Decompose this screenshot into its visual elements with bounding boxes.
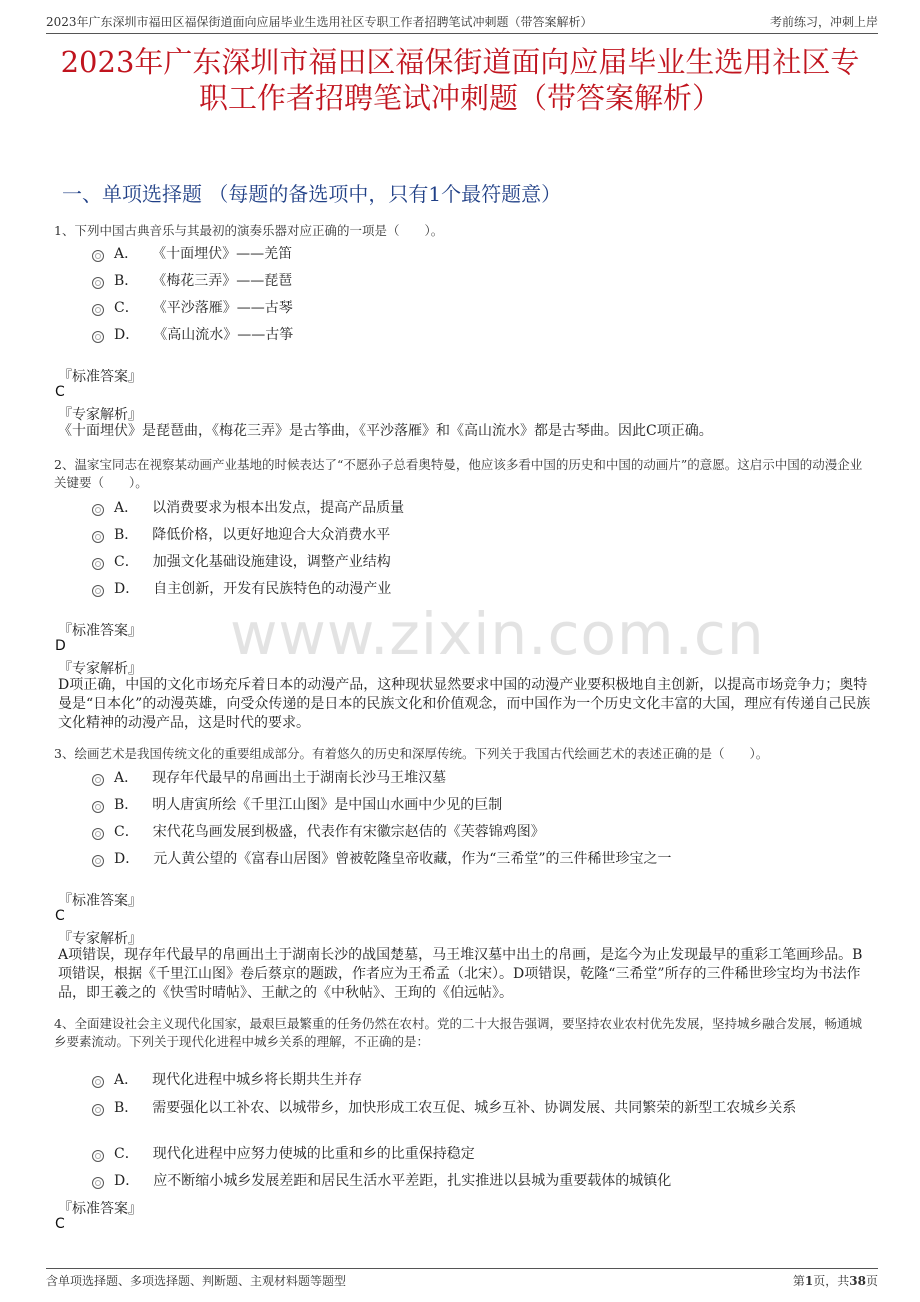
- question-stem: 2、温家宝同志在视察某动画产业基地的时候表达了“不愿孙子总看奥特曼，他应该多看中国的历史和中国的动画片”的意愿。这启示中国的动漫企业关键要（ ）。: [54, 457, 863, 490]
- title-line-1: 2023年广东深圳市福田区福保街道面向应届毕业生选用社区专: [60, 45, 860, 79]
- answer-label: 『标准答案』: [58, 1201, 142, 1217]
- radio-button[interactable]: [92, 1104, 104, 1116]
- answer-value: D: [55, 638, 66, 654]
- radio-button[interactable]: [92, 277, 104, 289]
- radio-button[interactable]: [92, 801, 104, 813]
- option-c[interactable]: C． 宋代花鸟画发展到极盛，代表作有宋徽宗赵佶的《芙蓉锦鸡图》: [92, 821, 545, 841]
- footer-note: 含单项选择题、多项选择题、判断题、主观材料题等题型: [46, 1274, 347, 1288]
- title-line-2: 职工作者招聘笔试冲刺题（带答案解析）: [198, 81, 721, 115]
- answer-label: 『标准答案』: [58, 623, 142, 639]
- current-page: 1: [804, 1274, 814, 1288]
- radio-button[interactable]: [92, 1076, 104, 1088]
- radio-button[interactable]: [92, 504, 104, 516]
- option-d[interactable]: D． 《高山流水》——古筝: [92, 324, 293, 344]
- radio-button[interactable]: [92, 1150, 104, 1162]
- radio-button[interactable]: [92, 774, 104, 786]
- option-c[interactable]: C． 《平沙落雁》——古琴: [92, 297, 293, 317]
- page-footer: [46, 1268, 878, 1293]
- radio-button[interactable]: [92, 1177, 104, 1189]
- page-header: [46, 11, 878, 34]
- radio-button[interactable]: [92, 828, 104, 840]
- radio-button[interactable]: [92, 855, 104, 867]
- answer-value: C: [55, 1216, 65, 1232]
- option-a[interactable]: A． 《十面埋伏》——羌笛: [92, 243, 292, 263]
- analysis-label: 『专家解析』: [58, 407, 142, 423]
- page-counter: 第1页，共38页: [792, 1274, 878, 1288]
- option-d[interactable]: D． 应不断缩小城乡发展差距和居民生活水平差距，扎实推进以县城为重要载体的城镇化: [92, 1170, 671, 1190]
- answer-label: 『标准答案』: [58, 893, 142, 909]
- option-a[interactable]: A． 现存年代最早的帛画出土于湖南长沙马王堆汉墓: [92, 767, 446, 787]
- option-d[interactable]: D． 自主创新，开发有民族特色的动漫产业: [92, 578, 391, 598]
- header-slogan: 考前练习，冲刺上岸: [769, 15, 878, 29]
- option-c[interactable]: C． 加强文化基础设施建设，调整产业结构: [92, 551, 391, 571]
- option-b[interactable]: B． 需要强化以工补农、以城带乡，加快形成工农互促、城乡互补、协调发展、共同繁荣的新型工农城乡关系: [92, 1097, 796, 1117]
- radio-button[interactable]: [92, 304, 104, 316]
- radio-button[interactable]: [92, 558, 104, 570]
- answer-value: C: [55, 908, 65, 924]
- analysis-label: 『专家解析』: [58, 931, 142, 947]
- answer-value: C: [55, 384, 65, 400]
- header-doc-title: 2023年广东深圳市福田区福保街道面向应届毕业生选用社区专职工作者招聘笔试冲刺题（带答案解析）: [46, 15, 593, 29]
- radio-button[interactable]: [92, 331, 104, 343]
- question-stem: 3、绘画艺术是我国传统文化的重要组成部分。有着悠久的历史和深厚传统。下列关于我国古代绘画艺术的表述正确的是（ ）。: [54, 746, 769, 761]
- question-stem: 4、全面建设社会主义现代化国家，最艰巨最繁重的任务仍然在农村。党的二十大报告强调，要坚持农业农村优先发展，坚持城乡融合发展，畅通城乡要素流动。下列关于现代化进程中城乡关系的理解，不正确的是：: [54, 1016, 862, 1049]
- total-pages: 38: [849, 1274, 866, 1288]
- answer-label: 『标准答案』: [58, 369, 142, 385]
- radio-button[interactable]: [92, 531, 104, 543]
- option-a[interactable]: A． 现代化进程中城乡将长期共生并存: [92, 1069, 362, 1089]
- watermark: www.zixin.com.cn: [230, 600, 765, 668]
- option-b[interactable]: B． 明人唐寅所绘《千里江山图》是中国山水画中少见的巨制: [92, 794, 502, 814]
- analysis-text: A项错误，现存年代最早的帛画出土于湖南长沙的战国楚墓，马王堆汉墓中出土的帛画，是迄今为止发现最早的重彩工笔画珍品。B项错误，根据《千里江山图》卷后蔡京的题跋，作者应为王希孟（北宋）。D项错误，乾隆“三希堂”所存的三件稀世珍宝均为书法作品，即王羲之的《快雪时晴帖》、王献之的《中秋帖》、王珣的《伯远帖》。: [58, 947, 863, 1001]
- option-a[interactable]: A． 以消费要求为根本出发点，提高产品质量: [92, 497, 404, 517]
- option-b[interactable]: B． 《梅花三弄》——琵琶: [92, 270, 292, 290]
- radio-button[interactable]: [92, 250, 104, 262]
- radio-button[interactable]: [92, 585, 104, 597]
- document-title: [40, 44, 880, 116]
- section-heading: 一、单项选择题 （每题的备选项中，只有1个最符题意）: [62, 182, 562, 206]
- option-d[interactable]: D． 元人黄公望的《富春山居图》曾被乾隆皇帝收藏，作为“三希堂”的三件稀世珍宝之一: [92, 848, 672, 868]
- analysis-label: 『专家解析』: [58, 661, 142, 677]
- analysis-text: 《十面埋伏》是琵琶曲，《梅花三弄》是古筝曲，《平沙落雁》和《高山流水》都是古琴曲。因此C项正确。: [58, 423, 713, 439]
- question-stem: 1、下列中国古典音乐与其最初的演奏乐器对应正确的一项是（ ）。: [54, 223, 444, 238]
- option-c[interactable]: C． 现代化进程中应努力使城的比重和乡的比重保持稳定: [92, 1143, 475, 1163]
- analysis-text: D项正确，中国的文化市场充斥着日本的动漫产品，这种现状显然要求中国的动漫产业要积极地自主创新，以提高市场竞争力；奥特曼是“日本化”的动漫英雄，向受众传递的是日本的民族文化和价值观念，而中国作为一个历史文化丰富的大国，理应有传递自己民族文化精神的动漫产品，这是时代的要求。: [58, 677, 871, 731]
- option-b[interactable]: B． 降低价格，以更好地迎合大众消费水平: [92, 524, 390, 544]
